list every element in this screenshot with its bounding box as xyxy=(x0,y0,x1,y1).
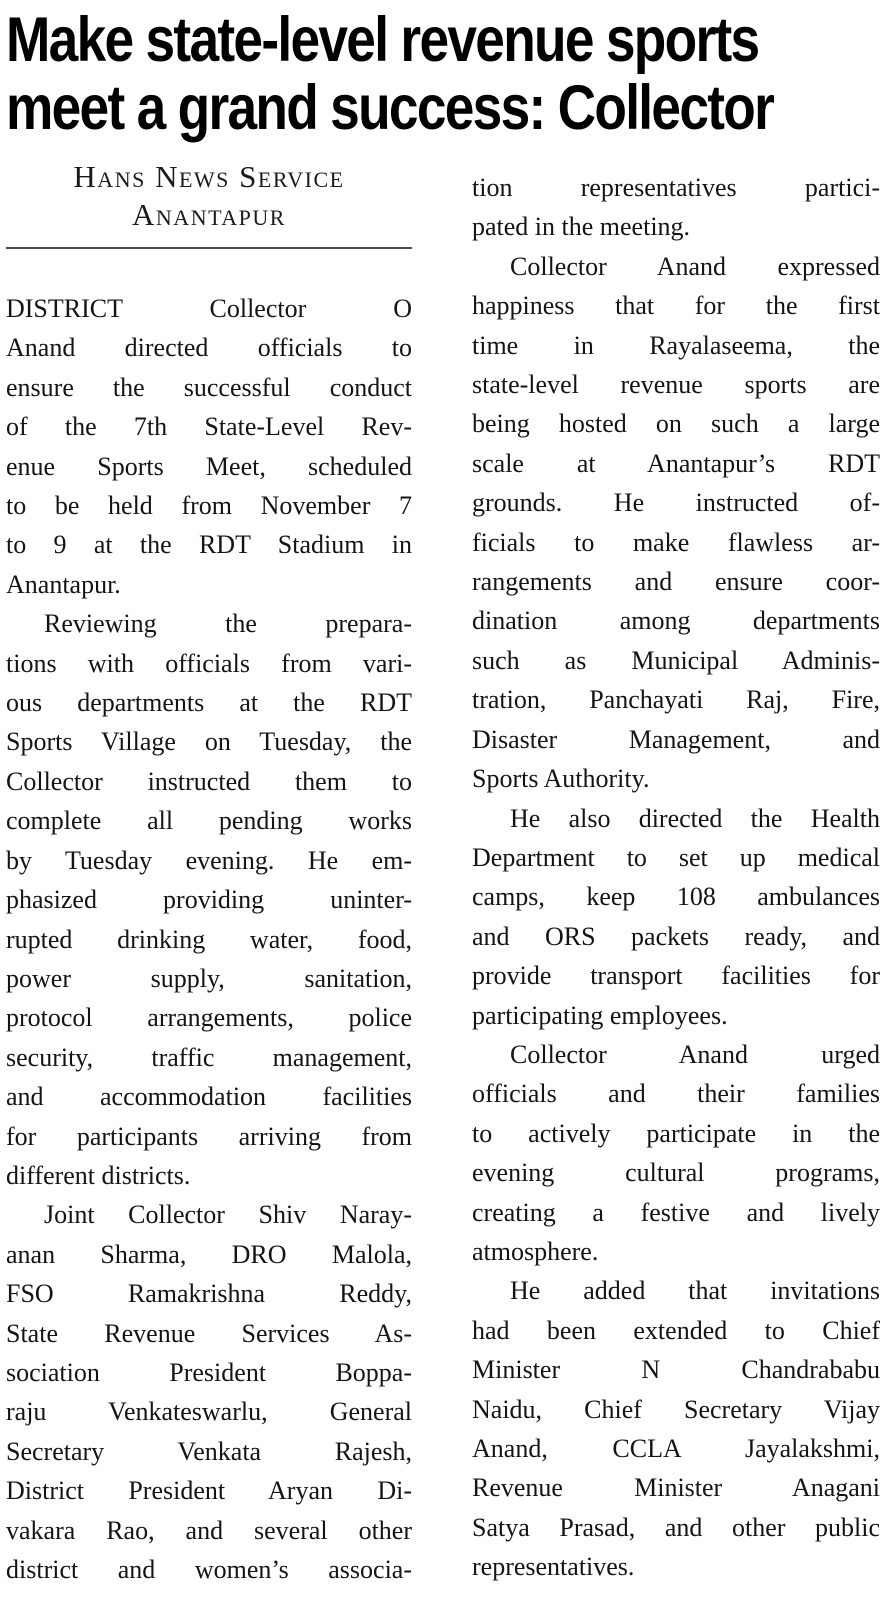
text-line: different districts. xyxy=(6,1160,191,1190)
text-line: such as Municipal Adminis- xyxy=(472,645,880,675)
text-line: representatives. xyxy=(472,1552,635,1582)
text-line: to 9 at the RDT Stadium in xyxy=(6,530,412,560)
text-line: Joint Collector Shiv Naray- xyxy=(44,1200,412,1230)
right-column xyxy=(472,152,880,1589)
paragraph xyxy=(472,168,880,247)
text-line: Anand directed officials to xyxy=(6,333,412,363)
text-line: time in Rayalaseema, the xyxy=(472,330,880,360)
text-line: to be held from November 7 xyxy=(6,491,412,521)
paragraph xyxy=(472,247,880,799)
text-line: Naidu, Chief Secretary Vijay xyxy=(472,1394,880,1424)
paragraph xyxy=(472,1035,880,1271)
text-line: tions with officials from vari- xyxy=(6,648,412,678)
text-line: grounds. He instructed of- xyxy=(472,488,880,518)
text-line: Secretary Venkata Rajesh, xyxy=(6,1436,412,1466)
text-line: Anand, CCLA Jayalakshmi, xyxy=(472,1434,880,1463)
text-line: complete all pending works xyxy=(6,806,412,836)
article-headline xyxy=(6,6,880,142)
byline xyxy=(6,152,412,234)
text-line: State Revenue Services As- xyxy=(6,1318,412,1348)
text-line: Satya Prasad, and other public xyxy=(472,1512,880,1542)
text-line: Revenue Minister Anagani xyxy=(472,1473,880,1503)
text-line: Anantapur. xyxy=(6,569,121,599)
text-line: provide transport facilities for xyxy=(472,961,880,991)
text-line: ous departments at the RDT xyxy=(6,688,412,718)
text-line: DISTRICT Collector O xyxy=(6,294,412,323)
paragraph xyxy=(472,1271,880,1586)
text-line: of the 7th State-Level Rev- xyxy=(6,412,412,442)
text-line: Collector Anand expressed xyxy=(510,251,880,281)
text-line: had been extended to Chief xyxy=(472,1315,880,1345)
article-columns xyxy=(6,152,880,1589)
text-line: enue Sports Meet, scheduled xyxy=(6,451,412,481)
text-line: District President Aryan Di- xyxy=(6,1476,412,1506)
text-line: Disaster Management, and xyxy=(472,724,880,754)
text-line: vakara Rao, and several other xyxy=(6,1515,412,1545)
text-line: ficials to make flawless ar- xyxy=(472,527,880,557)
text-line: pated in the meeting. xyxy=(472,212,691,242)
text-line: security, traffic management, xyxy=(6,1042,412,1072)
text-line: rupted drinking water, food, xyxy=(6,924,412,954)
byline-location: Anantapur xyxy=(132,197,286,232)
text-line: state-level revenue sports are xyxy=(472,370,880,400)
paragraph xyxy=(6,604,412,1195)
text-line: by Tuesday evening. He em- xyxy=(6,845,412,875)
text-line: dination among departments xyxy=(472,606,880,636)
text-line: tration, Panchayati Raj, Fire, xyxy=(472,685,880,715)
text-line: for participants arriving from xyxy=(6,1121,412,1151)
text-line: participating employees. xyxy=(472,1000,728,1030)
text-line: district and women’s associa- xyxy=(6,1555,412,1584)
text-line: to actively participate in the xyxy=(472,1118,880,1148)
text-line: He added that invitations xyxy=(510,1276,880,1306)
text-line: scale at Anantapur’s RDT xyxy=(472,448,880,478)
text-line: power supply, sanitation, xyxy=(6,963,412,993)
text-line: Sports Authority. xyxy=(472,764,650,794)
text-line: sociation President Boppa- xyxy=(6,1357,412,1387)
text-line: atmosphere. xyxy=(472,1236,599,1266)
text-line: creating a festive and lively xyxy=(472,1197,880,1227)
text-line: anan Sharma, DRO Malola, xyxy=(6,1239,412,1269)
byline-divider xyxy=(6,247,412,249)
text-line: camps, keep 108 ambulances xyxy=(472,882,880,912)
text-line: FSO Ramakrishna Reddy, xyxy=(6,1279,412,1309)
text-line: evening cultural programs, xyxy=(472,1158,880,1188)
text-line: Sports Village on Tuesday, the xyxy=(6,727,412,757)
headline-line-2: meet a grand success: Collector xyxy=(6,73,774,143)
text-line: ensure the successful conduct xyxy=(6,372,412,402)
paragraph xyxy=(6,289,412,604)
text-line: phasized providing uninter- xyxy=(6,885,412,915)
text-line: raju Venkateswarlu, General xyxy=(6,1397,412,1427)
text-line: and accommodation facilities xyxy=(6,1082,412,1112)
text-line: Collector instructed them to xyxy=(6,766,412,796)
text-line: Minister N Chandrababu xyxy=(472,1355,880,1385)
left-column xyxy=(6,152,412,1589)
paragraph xyxy=(6,1195,412,1589)
text-line: rangements and ensure coor- xyxy=(472,567,880,597)
text-line: being hosted on such a large xyxy=(472,409,880,439)
text-line: He also directed the Health xyxy=(510,803,880,833)
text-line: protocol arrangements, police xyxy=(6,1003,412,1033)
text-line: Department to set up medical xyxy=(472,842,880,872)
text-line: happiness that for the first xyxy=(472,291,880,321)
text-line: and ORS packets ready, and xyxy=(472,921,880,951)
text-line: Reviewing the prepara- xyxy=(44,609,412,639)
paragraph xyxy=(472,799,880,1035)
byline-agency: Hans News Service xyxy=(73,159,345,194)
text-line: Collector Anand urged xyxy=(510,1039,880,1069)
text-line: tion representatives partici- xyxy=(472,173,880,202)
left-column-text xyxy=(6,289,412,1589)
headline-line-1: Make state-level revenue sports xyxy=(6,5,759,75)
text-line: officials and their families xyxy=(472,1079,880,1109)
